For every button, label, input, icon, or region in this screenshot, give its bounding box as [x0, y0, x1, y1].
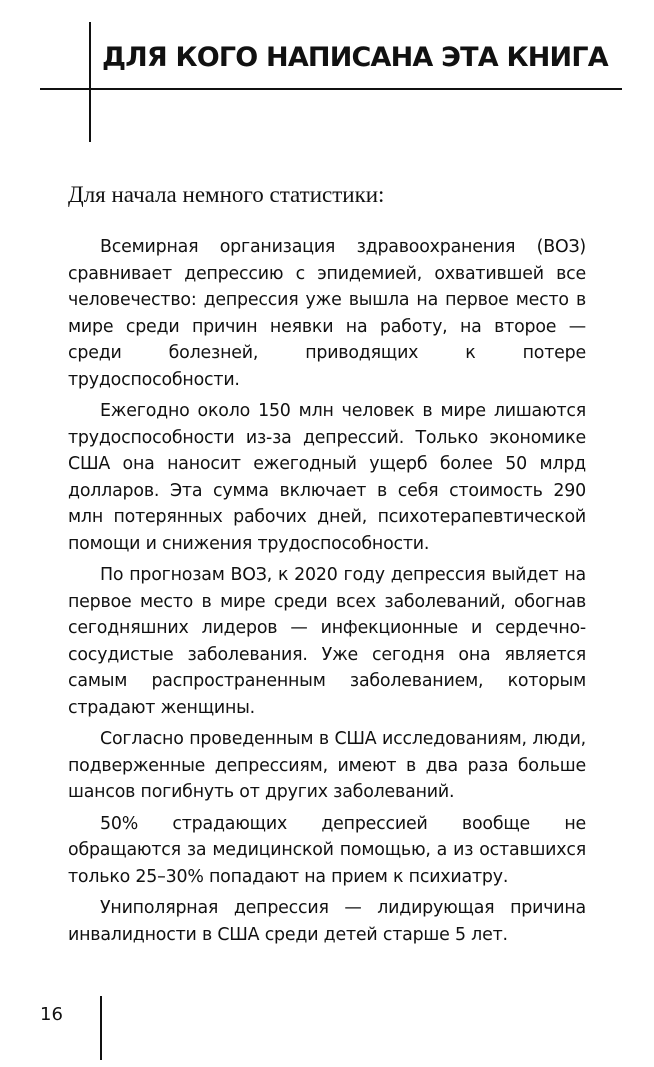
intro-line: Для начала немного статистики: — [68, 182, 385, 207]
footer-vertical-rule — [100, 996, 102, 1060]
paragraph-unipolar: Униполярная депрессия — лидирующая причина инвалидности в США среди детей старше 5 лет. — [68, 898, 586, 945]
chapter-title: ДЛЯ КОГО НАПИСАНА ЭТА КНИГА — [102, 42, 608, 73]
paragraph-usa-research: Согласно проведенным в США исследованиям, люди, подверженные депрессиям, имеют в два раза больше шансов погибнуть от других заболеваний. — [68, 729, 586, 802]
paragraph-who: Всемирная организация здравоохранения (ВОЗ) сравнивает депрессию с эпидемией, охватившей все человечество: депрессия уже вышла на первое место в мире среди причин неявки на работу, на второе — среди болезней, приводящих к потере трудоспособности. — [68, 237, 586, 390]
body-text — [68, 234, 586, 953]
paragraph-annual-loss: Ежегодно около 150 млн человек в мире лишаются трудоспособности из-за депрессий. Только экономике США она наносит ежегодный ущерб более 50 млрд долларов. Эта сумма включает в себя стоимость 290 млн потерянных рабочих дней, психотерапевтической помощи и снижения трудоспособности. — [68, 401, 586, 554]
paragraph-help-seeking: 50% страдающих депрессией вообще не обращаются за медицинской помощью, а из оставшихся только 25–30% попадают на прием к психиатру. — [68, 813, 586, 887]
header-vertical-rule — [89, 22, 91, 142]
page-number: 16 — [40, 1004, 63, 1025]
paragraph-forecast: По прогнозам ВОЗ, к 2020 году депрессия выйдет на первое место в мире среди всех заболеваний, обогнав сегодняшних лидеров — инфекционные и сердечно-сосудистые заболевания. Уже сегодня она является самым распространенным заболеванием, которым страдают женщины. — [68, 565, 586, 718]
header-horizontal-rule — [40, 88, 622, 90]
